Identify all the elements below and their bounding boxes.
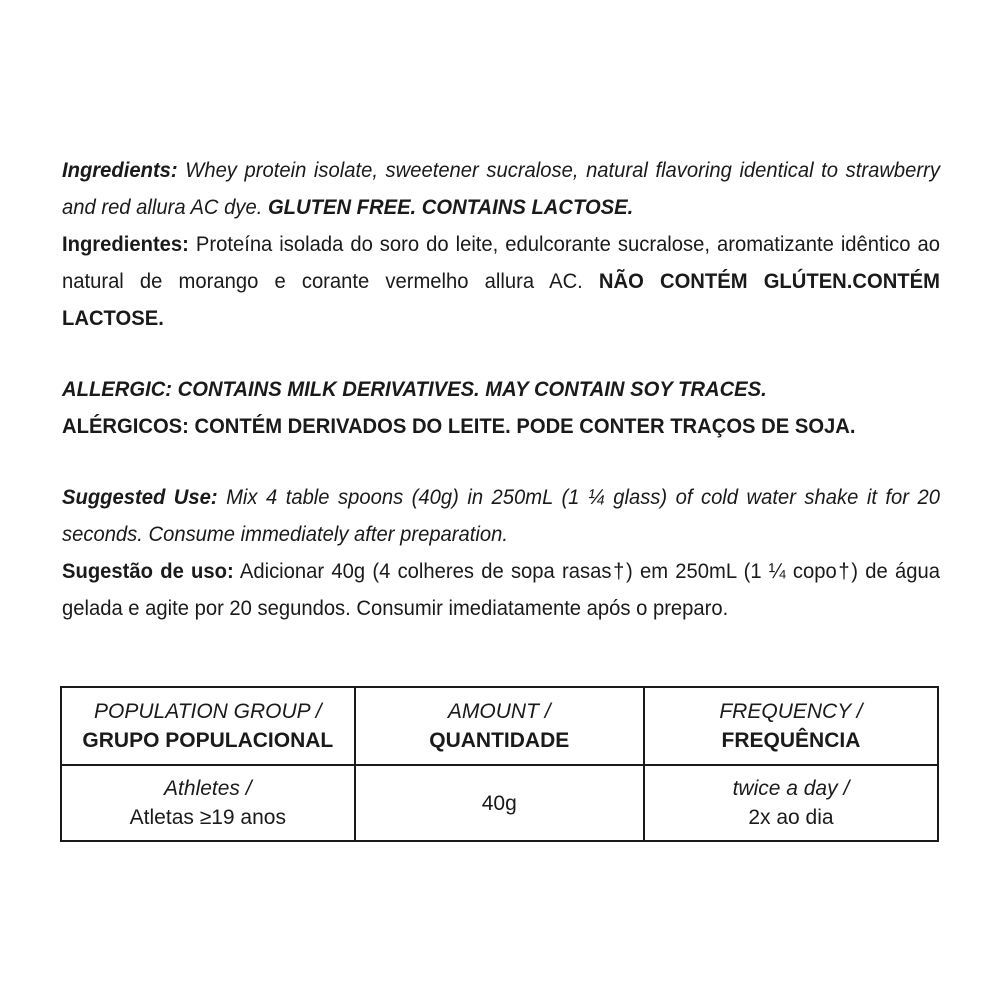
header-frequency (644, 687, 938, 765)
table-row (61, 765, 938, 841)
table-header-row (61, 687, 938, 765)
label-text-block (62, 152, 940, 627)
cell-amount-value: 40g (481, 791, 517, 815)
ingredients-en-label: Ingredients: (62, 158, 178, 182)
use-en-paragraph (62, 479, 940, 553)
cell-group-en: Athletes / (164, 777, 252, 800)
allergic-en: ALLERGIC: CONTAINS MILK DERIVATIVES. MAY CONTAIN SOY TRACES. (62, 377, 767, 401)
spacer (62, 445, 940, 479)
cell-freq-en: twice a day / (732, 777, 850, 800)
use-en-text: Mix 4 table spoons (40g) in 250mL (1 ¼ glass) of cold water shake it for 20 seconds. Consume immediately after preparation. (62, 485, 940, 546)
allergic-pt: ALÉRGICOS: CONTÉM DERIVADOS DO LEITE. PODE CONTER TRAÇOS DE SOJA. (62, 414, 856, 438)
dosage-table (60, 686, 939, 842)
ingredients-en-text: Whey protein isolate, sweetener sucralose, natural flavoring identical to strawberry and red allura AC dye. (62, 158, 940, 219)
use-pt-label: Sugestão de uso: (62, 559, 234, 583)
cell-population (61, 765, 355, 841)
cell-group-pt: Atletas ≥19 anos (129, 806, 286, 829)
header-population-pt: GRUPO POPULACIONAL (82, 729, 334, 752)
ingredients-en-paragraph (62, 152, 940, 226)
ingredients-en-bold: GLUTEN FREE. CONTAINS LACTOSE. (267, 195, 634, 219)
use-en-label: Suggested Use: (62, 485, 218, 509)
header-amount (355, 687, 644, 765)
cell-frequency (644, 765, 938, 841)
header-frequency-pt: FREQUÊNCIA (721, 729, 861, 752)
ingredients-pt-label: Ingredientes: (62, 232, 189, 256)
cell-freq-pt: 2x ao dia (748, 806, 834, 829)
header-population (61, 687, 355, 765)
header-population-en: POPULATION GROUP / (94, 700, 322, 723)
header-frequency-en: FREQUENCY / (719, 700, 863, 723)
ingredients-pt-text: Proteína isolada do soro do leite, edulcorante sucralose, aromatizante idêntico ao natural de morango e corante vermelho allura AC. (62, 232, 940, 293)
header-amount-pt: QUANTIDADE (429, 729, 570, 752)
header-amount-en: AMOUNT / (447, 700, 551, 723)
ingredients-pt-paragraph (62, 226, 940, 337)
use-pt-text: Adicionar 40g (4 colheres de sopa rasas†) em 250mL (1 ¼ copo†) de água gelada e agite por 20 segundos. Consumir imediatamente após o preparo. (62, 559, 940, 620)
cell-amount (355, 765, 644, 841)
spacer (62, 337, 940, 371)
ingredients-pt-bold: NÃO CONTÉM GLÚTEN.CONTÉM LACTOSE. (62, 269, 940, 330)
use-pt-paragraph (62, 553, 940, 627)
